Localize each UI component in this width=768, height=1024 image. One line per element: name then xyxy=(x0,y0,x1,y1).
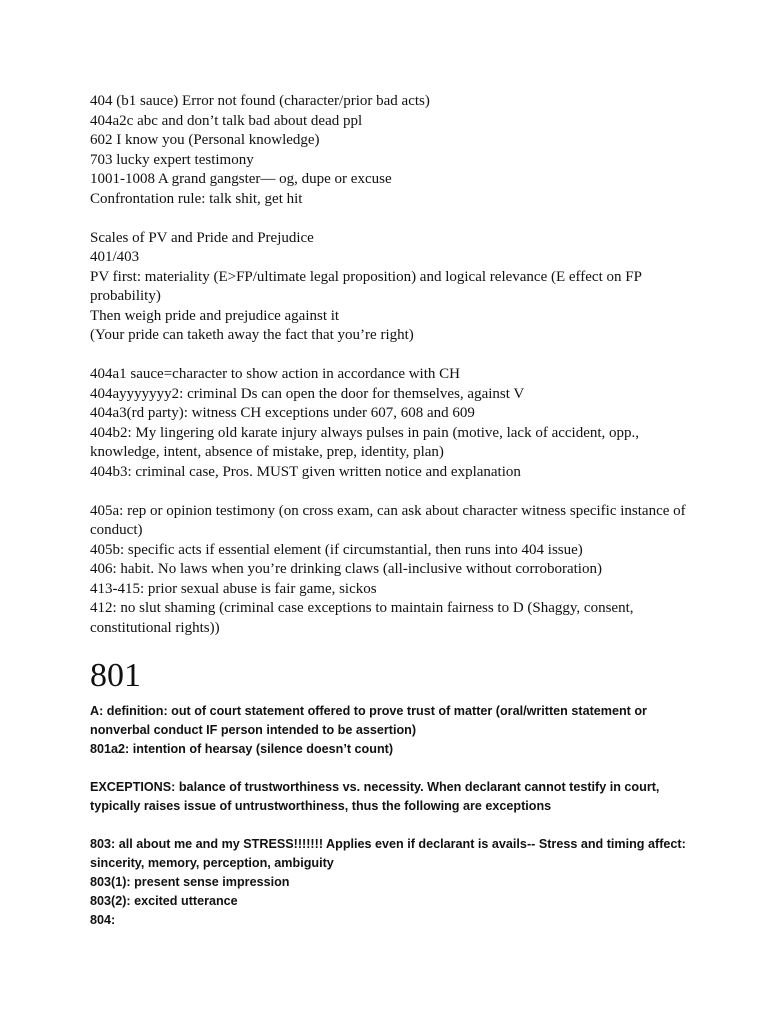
text-line: 803(1): present sense impression xyxy=(90,875,290,889)
relevance-section xyxy=(90,229,710,346)
text-line: 404 (b1 sauce) Error not found (character/prior bad acts) xyxy=(90,93,430,109)
hearsay-exceptions-intro xyxy=(90,778,710,816)
blank-line xyxy=(90,759,710,778)
text-line: 703 lucky expert testimony xyxy=(90,151,254,168)
document-page xyxy=(90,92,710,930)
hearsay-definition-section xyxy=(90,702,710,759)
character-evidence-section xyxy=(90,365,710,482)
text-line: 412: no slut shaming (criminal case exceptions to maintain fairness to D (Shaggy, consent, constitutional rights)) xyxy=(90,600,634,636)
text-line: 804: xyxy=(90,913,116,927)
text-line: Then weigh pride and prejudice against it xyxy=(90,307,340,324)
text-line: (Your pride can taketh away the fact that you’re right) xyxy=(90,327,414,343)
text-line: 405a: rep or opinion testimony (on cross exam, can ask about character witness specific instance of conduct) xyxy=(90,502,686,538)
blank-line xyxy=(90,346,710,366)
text-line: 1001-1008 A grand gangster— og, dupe or excuse xyxy=(90,171,392,187)
text-line: Confrontation rule: talk shit, get hit xyxy=(90,190,303,207)
text-line: 404ayyyyyyy2: criminal Ds can open the door for themselves, against V xyxy=(90,385,525,402)
text-line: A: definition: out of court statement offered to prove trust of matter (oral/written statement or nonverbal conduct IF person intended to be assertion) xyxy=(90,704,647,737)
text-line: 404a3(rd party): witness CH exceptions under 607, 608 and 609 xyxy=(90,405,475,421)
text-line: 413-415: prior sexual abuse is fair game, sickos xyxy=(90,580,377,597)
methods-of-proof-section xyxy=(90,502,710,639)
text-line: 801a2: intention of hearsay (silence doesn’t count) xyxy=(90,742,394,756)
section-heading-801: 801 xyxy=(90,657,141,694)
text-line: 602 I know you (Personal knowledge) xyxy=(90,132,320,148)
rules-mnemonics-section xyxy=(90,92,710,209)
text-line: 803: all about me and my STRESS!!!!!!! Applies even if declarant is avails-- Stress and timing affect: sincerity, memory, perception, ambiguity xyxy=(90,837,686,870)
blank-line xyxy=(90,816,710,835)
hearsay-exceptions-list xyxy=(90,835,710,930)
blank-line xyxy=(90,209,710,229)
text-line: Scales of PV and Pride and Prejudice xyxy=(90,229,314,246)
text-line: 405b: specific acts if essential element (if circumstantial, then runs into 404 issue) xyxy=(90,541,583,558)
text-line: 404b2: My lingering old karate injury always pulses in pain (motive, lack of accident, opp., knowledge, intent, absence of mistake, prep, identity, plan) xyxy=(90,424,640,460)
text-line: EXCEPTIONS: balance of trustworthiness vs. necessity. When declarant cannot testify in court, typically raises issue of untrustworthiness, thus the following are exceptions xyxy=(90,780,660,813)
text-line: 803(2): excited utterance xyxy=(90,894,238,908)
text-line: 404b3: criminal case, Pros. MUST given written notice and explanation xyxy=(90,463,521,480)
text-line: PV first: materiality (E>FP/ultimate legal proposition) and logical relevance (E effect on FP probability) xyxy=(90,268,642,304)
text-line: 406: habit. No laws when you’re drinking claws (all-inclusive without corroboration) xyxy=(90,561,602,577)
text-line: 404a2c abc and don’t talk bad about dead ppl xyxy=(90,112,363,129)
text-line: 401/403 xyxy=(90,249,140,265)
blank-line xyxy=(90,482,710,502)
text-line: 404a1 sauce=character to show action in accordance with CH xyxy=(90,366,460,382)
